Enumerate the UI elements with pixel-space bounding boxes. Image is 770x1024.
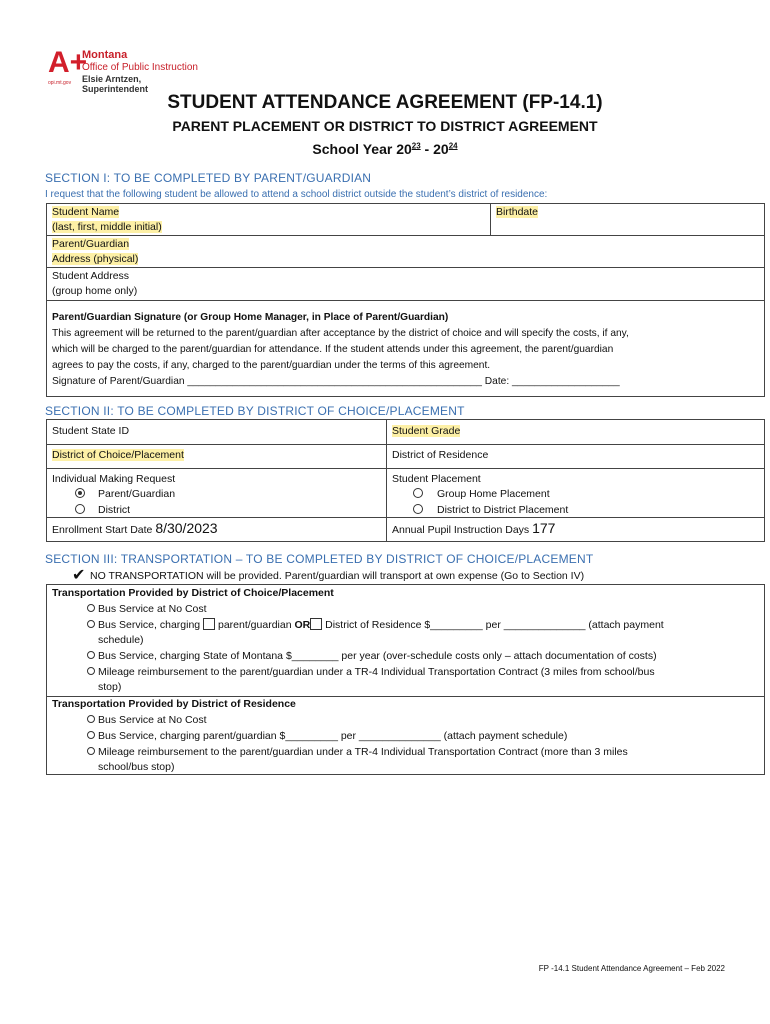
- no-transport-checkbox[interactable]: ✔: [72, 565, 86, 584]
- instruction-days-value: 177: [532, 520, 556, 536]
- school-year: [0, 141, 770, 157]
- district-choice-label: District of Choice/Placement: [52, 449, 184, 461]
- page-footer: FP -14.1 Student Attendance Agreement – Feb 2022: [538, 964, 725, 973]
- instruction-days-label: Annual Pupil Instruction Days: [392, 524, 530, 536]
- no-transport-text: NO TRANSPORTATION will be provided. Parent/guardian will transport at own expense (Go to Section IV): [90, 570, 585, 582]
- signature-text-3: agrees to pay the costs, if any, charged to the parent/guardian under the terms of this agreement.: [52, 360, 491, 371]
- district-radio[interactable]: [75, 504, 85, 514]
- choice-option-4-label: Mileage reimbursement to the parent/guardian under a TR-4 Individual Transportation Contract (3 miles from school/bus: [98, 666, 655, 678]
- residence-option-1[interactable]: [87, 713, 207, 728]
- charge-district-checkbox[interactable]: [310, 618, 322, 630]
- choice-radio-1[interactable]: [87, 604, 95, 612]
- signature-block: [52, 310, 629, 390]
- signature-heading: Parent/Guardian Signature (or Group Home Manager, in Place of Parent/Guardian): [52, 312, 449, 323]
- student-name-field[interactable]: [52, 205, 162, 235]
- choice-radio-2[interactable]: [87, 620, 95, 628]
- year-prefix: School Year 20: [312, 141, 412, 157]
- section-3-table: [46, 584, 765, 775]
- enrollment-start-label: Enrollment Start Date: [52, 524, 153, 536]
- group-home-radio[interactable]: [413, 488, 423, 498]
- residence-transport-heading: Transportation Provided by District of Residence: [52, 698, 296, 710]
- logo-line-3: Elsie Arntzen, Superintendent: [82, 74, 149, 94]
- logo-line-2: Office of Public Instruction: [82, 62, 198, 73]
- parent-guardian-option: Parent/Guardian: [98, 488, 176, 500]
- residence-option-3[interactable]: [87, 745, 628, 760]
- signature-text-2: which will be charged to the parent/guardian for attendance. If the student attends under this agreement, the parent/guardian: [52, 344, 614, 355]
- enrollment-start-value: 8/30/2023: [155, 520, 218, 536]
- parent-label: Parent/Guardian: [52, 238, 130, 250]
- group-home-option: Group Home Placement: [437, 488, 550, 500]
- parent-address-label: Address (physical): [52, 253, 139, 265]
- opi-logo: [48, 46, 208, 94]
- parent-guardian-radio[interactable]: [75, 488, 85, 498]
- parent-address-field[interactable]: [52, 237, 138, 267]
- residence-option-2-label: Bus Service, charging parent/guardian $_________ per ______________ (attach payment schedule): [98, 730, 568, 742]
- residence-radio-3[interactable]: [87, 747, 95, 755]
- district-choice-field[interactable]: [52, 448, 184, 463]
- section-2-table: [46, 419, 765, 542]
- residence-option-2[interactable]: [87, 729, 567, 744]
- district-option: District: [98, 504, 131, 516]
- residence-option-3-cont: school/bus stop): [98, 761, 175, 773]
- document-title: STUDENT ATTENDANCE AGREEMENT (FP-14.1): [167, 92, 603, 113]
- logo-line-1: Montana: [82, 49, 128, 61]
- signature-text-1: This agreement will be returned to the parent/guardian after acceptance by the district of choice and will specify the costs, if any,: [52, 328, 629, 339]
- choice-option-2-cont: schedule): [98, 634, 144, 646]
- or-label: OR: [294, 619, 311, 631]
- birthdate-label: Birthdate: [496, 206, 539, 218]
- student-placement-label: Student Placement: [392, 473, 481, 485]
- residence-option-3-label: Mileage reimbursement to the parent/guardian under a TR-4 Individual Transportation Contract (more than 3 miles: [98, 746, 628, 758]
- instruction-days-field[interactable]: [392, 520, 555, 538]
- logo-mark: A+: [48, 46, 88, 79]
- section-2-heading: SECTION II: TO BE COMPLETED BY DISTRICT OF CHOICE/PLACEMENT: [45, 404, 465, 418]
- student-address-sublabel: (group home only): [52, 285, 138, 297]
- choice-option-3-label: Bus Service, charging State of Montana $________ per year (over-schedule costs only – attach documentation of costs): [98, 650, 657, 662]
- choice-radio-3[interactable]: [87, 651, 95, 659]
- making-request-label: Individual Making Request: [52, 473, 176, 485]
- year-start-field[interactable]: 23: [411, 141, 421, 151]
- birthdate-field[interactable]: [496, 205, 538, 220]
- section-1-heading: SECTION I: TO BE COMPLETED BY PARENT/GUARDIAN: [45, 171, 372, 185]
- choice-option-4-cont: stop): [98, 681, 122, 693]
- document-subtitle: PARENT PLACEMENT OR DISTRICT TO DISTRICT AGREEMENT: [172, 118, 598, 134]
- logo-tagline: opi.mt.gov: [48, 80, 72, 86]
- district-residence-label[interactable]: District of Residence: [392, 449, 489, 461]
- residence-option-1-label: Bus Service at No Cost: [98, 714, 207, 726]
- charge-district-label: District of Residence $_________ per ______________ (attach payment: [325, 619, 664, 631]
- residence-radio-1[interactable]: [87, 715, 95, 723]
- charge-parent-label: parent/guardian: [217, 619, 292, 631]
- year-mid: - 20: [420, 141, 449, 157]
- student-address-field[interactable]: [52, 269, 137, 299]
- student-state-id-label[interactable]: Student State ID: [52, 425, 130, 437]
- section-1-table: [46, 203, 765, 397]
- residence-radio-2[interactable]: [87, 731, 95, 739]
- student-grade-label: Student Grade: [392, 425, 461, 437]
- section-3-heading: SECTION III: TRANSPORTATION – TO BE COMPLETED BY DISTRICT OF CHOICE/PLACEMENT: [45, 552, 594, 566]
- choice-option-3[interactable]: [87, 649, 657, 664]
- district-to-district-radio[interactable]: [413, 504, 423, 514]
- student-name-sublabel: (last, first, middle initial): [52, 221, 162, 233]
- student-name-label: Student Name: [52, 206, 120, 218]
- choice-transport-heading: Transportation Provided by District of Choice/Placement: [52, 587, 334, 599]
- charge-parent-checkbox[interactable]: [203, 618, 215, 630]
- year-end-field[interactable]: 24: [448, 141, 458, 151]
- signature-line[interactable]: Signature of Parent/Guardian ____________________________________________________ Date: ___________________: [52, 376, 620, 387]
- section-1-intro: I request that the following student be allowed to attend a school district outside the student’s district of residence:: [45, 189, 548, 200]
- choice-option-1[interactable]: [87, 602, 207, 617]
- choice-option-2-label: Bus Service, charging: [98, 619, 201, 631]
- choice-option-2[interactable]: [87, 618, 664, 633]
- enrollment-start-field[interactable]: [52, 520, 218, 538]
- student-address-label: Student Address: [52, 270, 130, 282]
- choice-option-1-label: Bus Service at No Cost: [98, 603, 207, 615]
- choice-radio-4[interactable]: [87, 667, 95, 675]
- student-grade-field[interactable]: [392, 424, 460, 439]
- choice-option-4[interactable]: [87, 665, 655, 680]
- district-to-district-option: District to District Placement: [437, 504, 569, 516]
